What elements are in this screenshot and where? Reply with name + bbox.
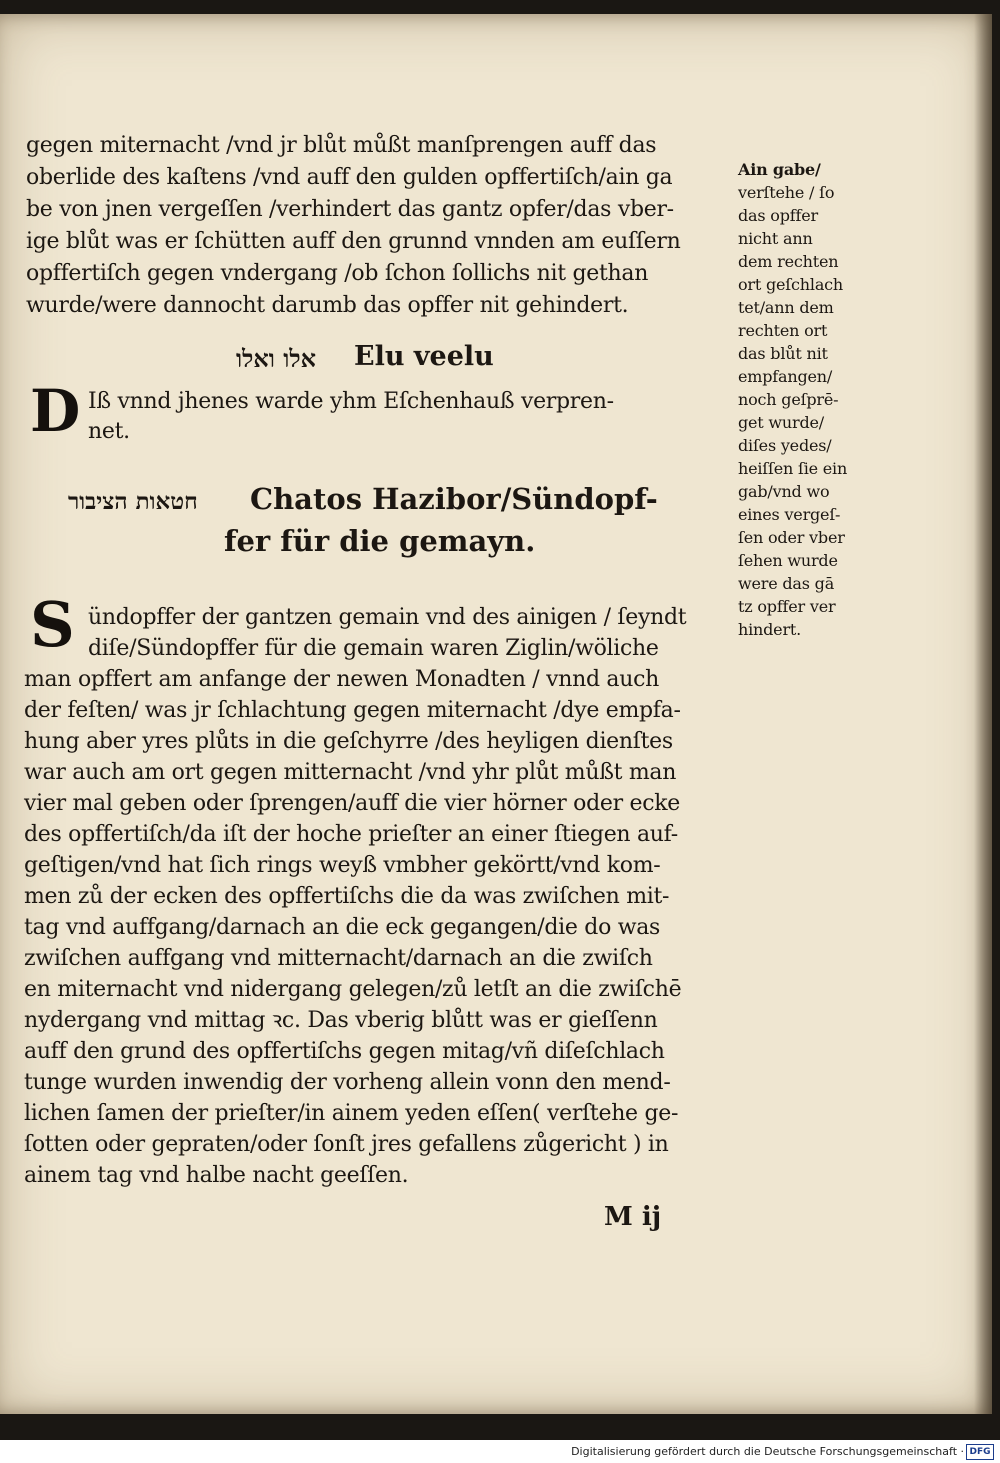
text-line: ündopffer der gantzen gemain vnd des ainigen / ſeyndt (88, 605, 687, 630)
text-line: vier mal geben oder ſprengen/auff die vier hörner oder ecke (24, 791, 681, 816)
section-heading: Elu veelu (354, 341, 494, 372)
drop-initial: S (30, 588, 75, 661)
text-line: be von jnen vergeſſen /verhindert das gantz opfer/das vber- (26, 197, 674, 222)
margin-note-line: tz opffer ver (738, 597, 836, 616)
text-line: nydergang vnd mittag ꝛc. Das vberig blůtt was er gieſſenn (24, 1008, 658, 1033)
text-line: zwiſchen auffgang vnd mitternacht/darnach an die zwiſch (24, 946, 653, 971)
text-line: des opffertiſch/da iſt der hoche prieſter an einer ſtiegen auf- (24, 822, 678, 847)
text-line: opffertiſch gegen vndergang /ob ſchon ſollichs nit gethan (26, 261, 649, 286)
paper-sheet (0, 14, 992, 1414)
text-line: tunge wurden inwendig der vorheng allein vonn den mend- (24, 1070, 671, 1095)
margin-note-line: eines vergeſ- (738, 505, 841, 524)
text-line: hung aber yres plůts in die geſchyrre /des heyligen dienſtes (24, 729, 673, 754)
margin-note-line: das blůt nit (738, 344, 828, 363)
margin-note-line: diſes yedes/ (738, 436, 832, 455)
margin-note-line: gab/vnd wo (738, 482, 830, 501)
drop-initial: D (30, 377, 81, 445)
margin-note-line: das opffer (738, 206, 818, 225)
section-heading: fer für die gemayn. (224, 524, 536, 558)
section-heading-hebrew: חטאות הציבור (68, 488, 198, 515)
funding-notice: Digitalisierung gefördert durch die Deutsche Forschungsgemeinschaft · (571, 1445, 964, 1458)
margin-note-line: Ain gabe/ (738, 160, 821, 179)
margin-note-line: get wurde/ (738, 413, 824, 432)
margin-note-line: ſen oder vber (738, 528, 845, 547)
text-line: en miternacht vnd nidergang gelegen/zů letſt an die zwiſchē (24, 977, 682, 1002)
margin-note-line: ſehen wurde (738, 551, 838, 570)
dfg-logo-icon: DFG (966, 1444, 994, 1460)
margin-note-line: nicht ann (738, 229, 813, 248)
margin-note-line: heiſſen ſie ein (738, 459, 848, 478)
text-line: auff den grund des opffertiſchs gegen mitag/vñ diſeſchlach (24, 1039, 665, 1064)
text-line: ainem tag vnd halbe nacht geeſſen. (24, 1163, 409, 1188)
margin-note-line: tet/ann dem (738, 298, 834, 317)
page-spine-shadow (974, 14, 992, 1414)
margin-note-line: were das gā (738, 574, 835, 593)
text-line: war auch am ort gegen mitternacht /vnd yhr plůt můßt man (24, 760, 677, 785)
text-line: diſe/Sündopffer für die gemain waren Ziglin/wöliche (88, 636, 659, 661)
margin-note-line: dem rechten (738, 252, 839, 271)
text-line: wurde/were dannocht darumb das opffer nit gehindert. (26, 293, 629, 318)
text-line: geſtigen/vnd hat ſich rings weyß vmbher gekörtt/vnd kom- (24, 853, 661, 878)
funding-footer (0, 1440, 1000, 1463)
text-line: ſotten oder gepraten/oder ſonſt jres gefallens zůgericht ) in (24, 1132, 669, 1157)
text-line: gegen miternacht /vnd jr blůt můßt manſprengen auff das (26, 133, 657, 158)
text-line: men zů der ecken des opffertiſchs die da was zwiſchen mit- (24, 884, 670, 909)
section-heading: Chatos Hazibor/Sündopf- (250, 482, 658, 516)
margin-note-line: noch geſprē- (738, 390, 839, 409)
text-line: tag vnd auffgang/darnach an die eck gegangen/die do was (24, 915, 661, 940)
text-line: man opffert am anfange der newen Monadten / vnnd auch (24, 667, 660, 692)
text-line: der feſten/ was jr ſchlachtung gegen miternacht /dye empfa- (24, 698, 681, 723)
margin-note-line: empfangen/ (738, 367, 833, 386)
margin-note-line: rechten ort (738, 321, 828, 340)
margin-note-line: hindert. (738, 620, 802, 639)
margin-note-line: ort geſchlach (738, 275, 844, 294)
section-heading-hebrew: אלו ואלו (236, 344, 317, 373)
text-line: ige blůt was er ſchütten auff den grunnd vnnden am euſſern (26, 229, 681, 254)
text-line: oberlide des kaſtens /vnd auff den gulden opffertiſch/ain ga (26, 165, 673, 190)
text-line: Iß vnnd jhenes warde yhm Eſchenhauß verpren- (88, 389, 614, 414)
text-line: net. (88, 419, 130, 444)
margin-note-line: verſtehe / ſo (738, 183, 835, 202)
signature-mark: M ij (604, 1202, 662, 1232)
text-line: lichen ſamen der prieſter/in ainem yeden eſſen( verſtehe ge- (24, 1101, 679, 1126)
